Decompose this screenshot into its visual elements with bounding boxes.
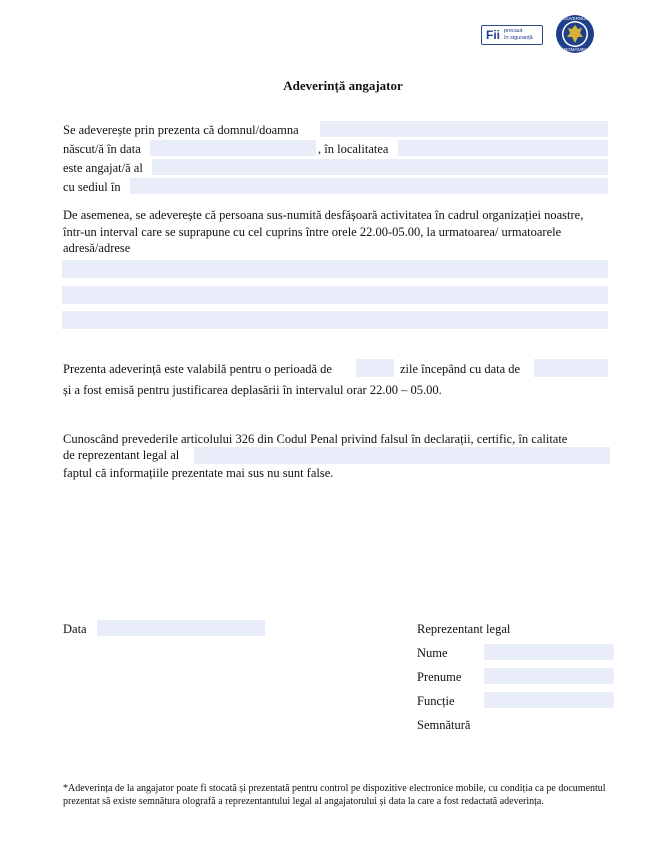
headquarters-field[interactable]	[130, 178, 608, 194]
legal-rep-heading: Reprezentant legal	[417, 622, 511, 636]
start-date-label: zile începând cu data de	[400, 362, 521, 376]
date-label: Data	[63, 622, 87, 636]
campaign-logo-big: Fii	[486, 28, 500, 42]
activity-paragraph: De asemenea, se adeverește că persoana sus-numită desfășoară activitatea în cadrul organizației noastre, într-un interval care se suprapune cu cel cuprins între orele 22.00-05.00, la urmatoarea/ urmatoarele adresă/adrese	[63, 208, 584, 255]
not-false-text: faptul că informațiile prezentate mai sus nu sunt false.	[63, 466, 334, 480]
seal-top-text: GUVERNUL	[563, 16, 589, 21]
address-field-3[interactable]	[62, 311, 608, 329]
headquarters-label: cu sediul în	[63, 180, 121, 194]
seal-bottom-text: ROMÂNIEI	[564, 47, 587, 52]
birth-date-label: născut/ă în data	[63, 142, 141, 156]
campaign-logo-line1: precaut	[504, 28, 523, 34]
function-field[interactable]	[484, 692, 614, 708]
name-label: Nume	[417, 646, 448, 660]
validity-label: Prezenta adeverință este valabilă pentru o perioadă de	[63, 362, 332, 376]
birth-date-field[interactable]	[150, 140, 316, 156]
legal-rep-label: de reprezentant legal al	[63, 448, 180, 462]
birth-place-label: , în localitatea	[318, 142, 389, 156]
employee-name-field[interactable]	[320, 121, 608, 137]
validity-days-field[interactable]	[356, 359, 394, 377]
employer-field[interactable]	[152, 159, 608, 175]
signature-label: Semnătură	[417, 718, 471, 732]
address-field-1[interactable]	[62, 260, 608, 278]
address-field-2[interactable]	[62, 286, 608, 304]
start-date-field[interactable]	[534, 359, 608, 377]
government-seal	[555, 14, 595, 54]
footnote: *Adeverința de la angajator poate fi stocată și prezentată pentru control pe dispozitive electronice mobile, cu condiția ca pe documentul prezentat să existe semnătura olografă a reprezentantului legal al angajatorului și data la care a fost redactată adeverința.	[63, 783, 606, 807]
surname-field[interactable]	[484, 668, 614, 684]
function-label: Funcție	[417, 694, 455, 708]
justification-text: și a fost emisă pentru justificarea deplasării în intervalul orar 22.00 – 05.00.	[63, 383, 442, 397]
legal-rep-field[interactable]	[194, 447, 610, 464]
penal-code-text: Cunoscând prevederile articolului 326 din Codul Penal privind falsul în declarații, certific, în calitate	[63, 432, 568, 446]
date-field[interactable]	[97, 620, 265, 636]
document-title: Adeverință angajator	[283, 78, 403, 93]
employee-name-label: Se adeverește prin prezenta că domnul/doamna	[63, 123, 299, 137]
birth-place-field[interactable]	[398, 140, 608, 156]
name-field[interactable]	[484, 644, 614, 660]
employer-label: este angajat/ă al	[63, 161, 143, 175]
surname-label: Prenume	[417, 670, 462, 684]
campaign-logo	[481, 25, 543, 45]
campaign-logo-line2: în siguranță	[504, 35, 533, 41]
